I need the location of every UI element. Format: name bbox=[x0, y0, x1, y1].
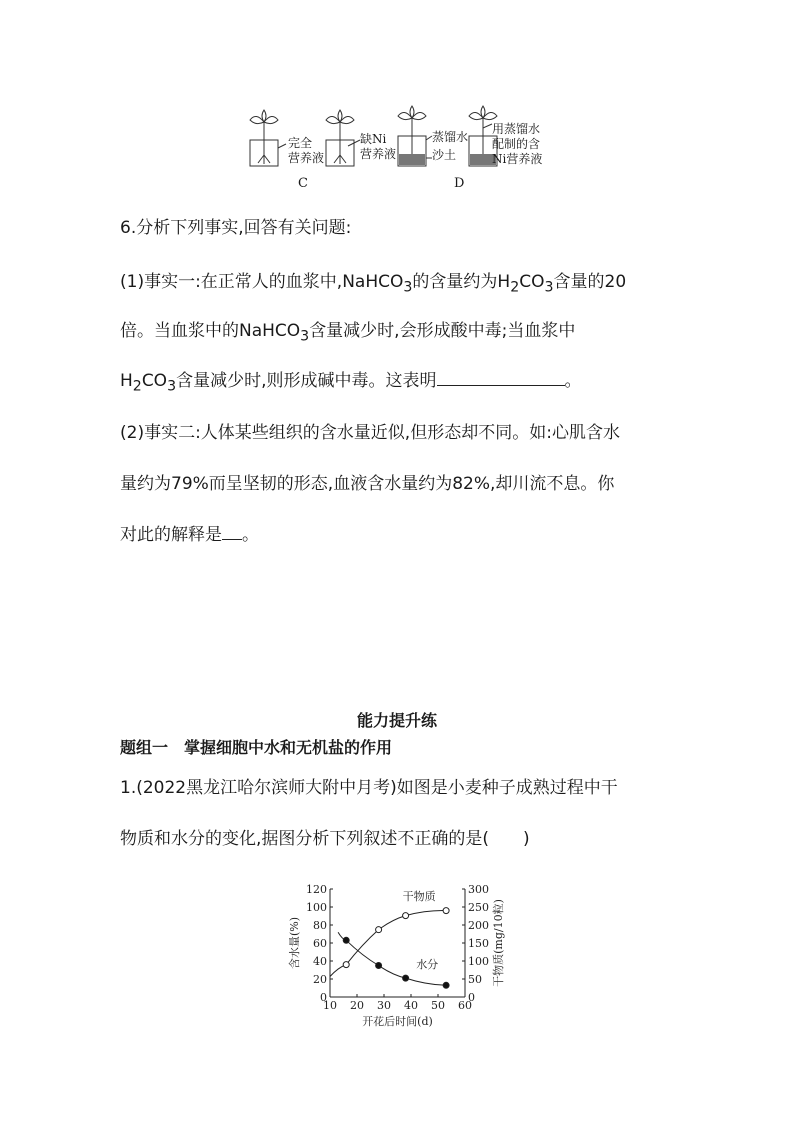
q6-p1-line3: $H_2CO_3$含量减少时,则形成碱中毒。这表明 。 bbox=[120, 366, 582, 394]
q1-line1: 1.(2022黑龙江哈尔滨师大附中月考)如图是小麦种子成熟过程中干 bbox=[120, 778, 618, 798]
y-right-tick-label: 200 bbox=[468, 919, 489, 932]
water-point bbox=[443, 982, 449, 988]
answer-blank-2[interactable] bbox=[222, 521, 242, 540]
water-series-label: 水分 bbox=[416, 958, 439, 972]
y-left-axis-label: 含水量(%) bbox=[288, 916, 301, 970]
beaker-c1 bbox=[250, 110, 286, 166]
beaker-d1 bbox=[398, 106, 432, 166]
y-right-tick-label: 150 bbox=[468, 937, 489, 950]
water-point bbox=[376, 963, 382, 969]
dry-matter-point bbox=[443, 908, 449, 914]
y-left-tick-label: 60 bbox=[313, 937, 327, 950]
dry-matter-point bbox=[343, 962, 349, 968]
y-right-tick-label: 300 bbox=[468, 883, 489, 896]
label-complete: 完全 bbox=[288, 136, 313, 150]
beaker-c2 bbox=[326, 110, 360, 166]
x-tick-label: 60 bbox=[458, 999, 472, 1012]
y-right-tick-label: 50 bbox=[468, 973, 482, 986]
x-tick-label: 20 bbox=[350, 999, 364, 1012]
water-point bbox=[403, 975, 409, 981]
q6-stem: 6.分析下列事实,回答有关问题: bbox=[120, 218, 352, 238]
q6-p2-line1: (2)事实二:人体某些组织的含水量近似,但形态却不同。如:心肌含水 bbox=[120, 423, 620, 443]
dry-matter-point bbox=[376, 927, 382, 933]
y-right-tick-label: 0 bbox=[468, 991, 475, 1004]
label-no-ni: 缺Ni bbox=[360, 132, 387, 146]
q6-p2-line2: 量约为79%而呈坚韧的形态,血液含水量约为82%,却川流不息。你 bbox=[120, 474, 615, 494]
q6-p1-line1: (1)事实一:在正常人的血浆中,NaHCO$_3$的含量约为$H_2CO_3$含量的20 bbox=[120, 272, 627, 296]
y-left-tick-label: 0 bbox=[320, 991, 327, 1004]
answer-blank-1[interactable] bbox=[437, 367, 565, 386]
option-c-label: C bbox=[298, 176, 308, 191]
option-d-label: D bbox=[454, 176, 465, 191]
y-right-tick-label: 250 bbox=[468, 901, 489, 914]
x-tick-label: 10 bbox=[323, 999, 337, 1012]
q6-p1-line2: 倍。当血浆中的NaHCO$_3$含量减少时,会形成酸中毒;当血浆中 bbox=[120, 321, 576, 345]
label-with-distilled: 用蒸馏水 bbox=[492, 122, 541, 136]
chart bbox=[280, 875, 510, 1035]
label-distilled-water: 蒸馏水 bbox=[432, 130, 469, 144]
y-left-tick-label: 100 bbox=[306, 901, 327, 914]
section-title: 能力提升练 bbox=[356, 711, 437, 730]
top-figure bbox=[240, 100, 560, 195]
label-nutrient1: 营养液 bbox=[288, 151, 325, 165]
y-left-tick-label: 80 bbox=[313, 919, 327, 932]
x-tick-label: 30 bbox=[377, 999, 391, 1012]
label-ni-nutrient: Ni营养液 bbox=[492, 152, 543, 166]
label-prepared: 配制的含 bbox=[492, 137, 541, 151]
y-left-tick-label: 120 bbox=[306, 883, 327, 896]
x-tick-label: 50 bbox=[431, 999, 445, 1012]
label-nutrient2: 营养液 bbox=[360, 147, 397, 161]
y-right-axis-label: 干物质(mg/10粒) bbox=[492, 899, 505, 987]
q6-p2-line3: 对此的解释是 。 bbox=[120, 520, 259, 545]
x-tick-label: 40 bbox=[404, 999, 418, 1012]
label-sand: 沙土 bbox=[432, 148, 457, 162]
dry-matter-point bbox=[403, 913, 409, 919]
water-point bbox=[343, 937, 349, 943]
group-title: 题组一 掌握细胞中水和无机盐的作用 bbox=[120, 738, 393, 757]
q1-line2: 物质和水分的变化,据图分析下列叙述不正确的是( ) bbox=[120, 829, 530, 849]
y-right-tick-label: 100 bbox=[468, 955, 489, 968]
dry-matter-series-label: 干物质 bbox=[402, 889, 436, 903]
y-left-tick-label: 20 bbox=[313, 973, 327, 986]
x-axis-label: 开花后时间(d) bbox=[362, 1015, 433, 1028]
y-left-tick-label: 40 bbox=[313, 955, 327, 968]
